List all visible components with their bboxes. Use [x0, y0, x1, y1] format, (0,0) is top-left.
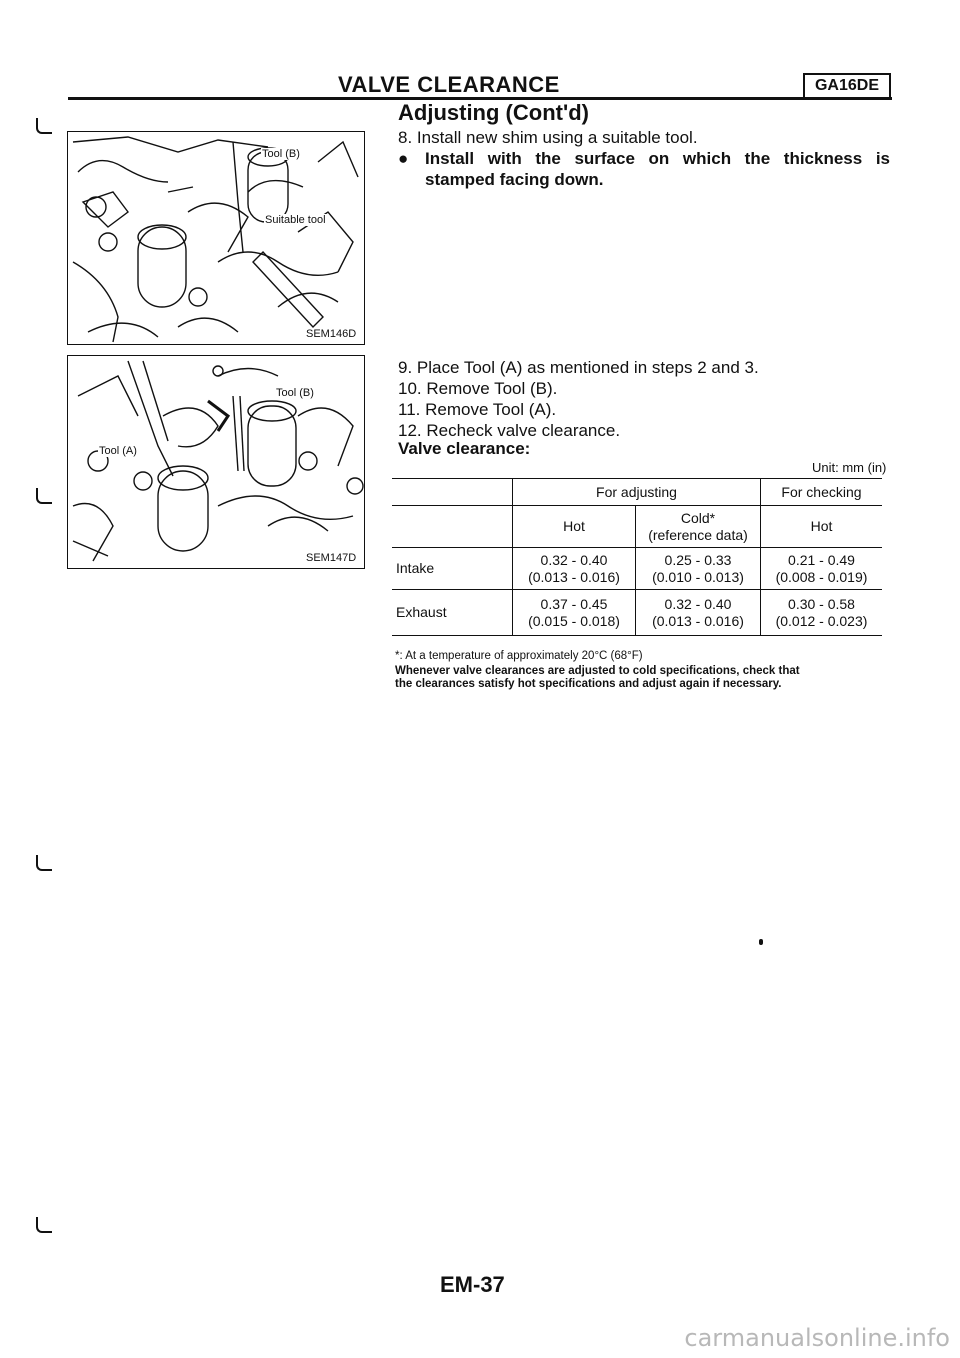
page-number: EM-37 [440, 1272, 505, 1297]
group-header-adjusting: For adjusting [513, 479, 761, 506]
cell-mm: 0.30 - 0.58 [788, 595, 855, 612]
row-label-exhaust: Exhaust [396, 604, 447, 620]
figure-code: SEM147D [306, 552, 357, 564]
step-9: 9. Place Tool (A) as mentioned in steps 2 and 3. [398, 358, 759, 377]
step-12: 12. Recheck valve clearance. [398, 421, 621, 440]
margin-mark [36, 118, 52, 134]
engine-code-badge: GA16DE [803, 73, 891, 99]
page-header-title: VALVE CLEARANCE [338, 72, 560, 97]
engine-illustration-2 [68, 356, 364, 568]
col-header-cold-line1: Cold* [680, 509, 716, 526]
cell-in: (0.013 - 0.016) [652, 612, 744, 629]
stray-mark [759, 939, 763, 945]
bullet-text-line1: Install with the surface on which the thickness is [425, 149, 890, 168]
cell-check [761, 548, 883, 590]
margin-mark [36, 855, 52, 871]
col-header-check-hot: Hot [761, 506, 883, 548]
cell-cold [636, 548, 761, 590]
cell-hot [513, 548, 636, 590]
step-8: 8. Install new shim using a suitable tool. [398, 128, 698, 147]
callout-tool-b: Tool (B) [262, 148, 300, 160]
watermark: carmanualsonline.info [684, 1324, 950, 1352]
cell-check [761, 590, 883, 636]
table-footnote: *: At a temperature of approximately 20°C (68°F) [395, 650, 643, 662]
cell-in: (0.015 - 0.018) [528, 612, 620, 629]
cell-mm: 0.37 - 0.45 [540, 595, 608, 612]
warning-line-1: Whenever valve clearances are adjusted to cold specifications, check that [395, 665, 800, 677]
bullet-text-line2: stamped facing down. [425, 170, 604, 189]
cell-mm: 0.21 - 0.49 [788, 551, 855, 568]
cell-cold [636, 590, 761, 636]
callout-suitable-tool: Suitable tool [265, 214, 326, 226]
section-title: Adjusting (Cont'd) [398, 100, 589, 125]
col-header-cold-line2: (reference data) [648, 526, 748, 543]
figure-shim-install [67, 131, 365, 345]
cell-in: (0.010 - 0.013) [652, 568, 744, 585]
margin-mark [36, 488, 52, 504]
bullet-dot: ● [398, 149, 409, 168]
figure-code: SEM146D [306, 328, 357, 340]
group-header-checking: For checking [761, 479, 883, 506]
callout-tool-b: Tool (B) [276, 387, 314, 399]
warning-note [395, 665, 895, 691]
cell-in: (0.012 - 0.023) [775, 612, 868, 629]
valve-clearance-table [392, 478, 882, 636]
engine-illustration-1 [68, 132, 364, 344]
col-header-cold [636, 506, 761, 548]
table-row [392, 590, 882, 636]
row-label-intake: Intake [396, 560, 435, 576]
cell-in: (0.008 - 0.019) [775, 568, 868, 585]
margin-mark [36, 1217, 52, 1233]
figure-remove-tools [67, 355, 365, 569]
cell-mm: 0.32 - 0.40 [664, 595, 732, 612]
cell-mm: 0.32 - 0.40 [540, 551, 608, 568]
callout-tool-a: Tool (A) [99, 445, 137, 457]
col-header-hot: Hot [513, 506, 636, 548]
cell-mm: 0.25 - 0.33 [664, 551, 732, 568]
cell-hot [513, 590, 636, 636]
warning-line-2: the clearances satisfy hot specifications and adjust again if necessary. [395, 678, 782, 690]
table-row [392, 548, 882, 590]
step-10: 10. Remove Tool (B). [398, 379, 558, 398]
unit-note: Unit: mm (in) [812, 460, 887, 475]
cell-in: (0.013 - 0.016) [528, 568, 620, 585]
step-11: 11. Remove Tool (A). [398, 400, 557, 419]
valve-clearance-heading: Valve clearance: [398, 439, 531, 458]
